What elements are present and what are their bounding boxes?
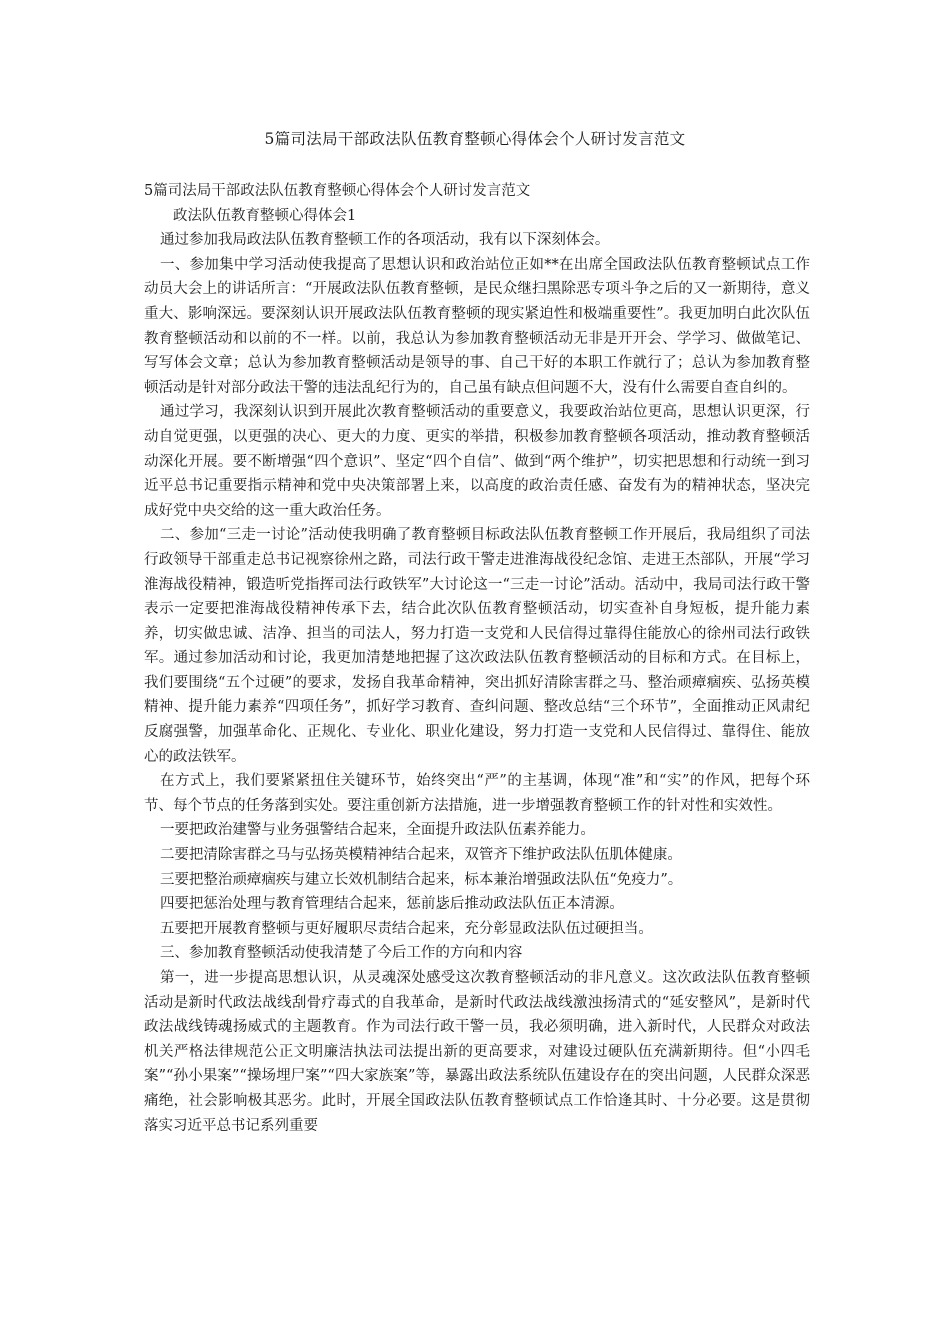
paragraph: 通过学习，我深刻认识到开展此次教育整顿活动的重要意义，我要政治站位更高，思想认识更深，行动自觉更强，以更强的决心、更大的力度、更实的举措，积极参加教育整顿各项活动，推动教育整顿活动深化开展。要不断增强“四个意识”、坚定“四个自信”、做到“两个维护”，切实把思想和行动统一到习近平总书记重要指示精神和党中央决策部署上来，以高度的政治责任感、奋发有为的精神状态，坚决完成好党中央交给的这一重大政治任务。 [144, 404, 810, 519]
body-heading: 5篇司法局干部政法队伍教育整顿心得体会个人研讨发言范文 [144, 183, 531, 199]
list-item: 二要把清除害群之马与弘扬英模精神结合起来，双管齐下维护政法队伍肌体健康。 [159, 847, 682, 864]
paragraph: 通过参加我局政法队伍教育整顿工作的各项活动，我有以下深刻体会。 [159, 232, 610, 249]
paragraph: 二、参加“三走一讨论”活动使我明确了教育整顿目标政法队伍教育整顿工作开展后，我局组织了司法行政领导干部重走总书记视察徐州之路，司法行政干警走进淮海战役纪念馆、走进王杰部队，开展“学习淮海战役精神，锻造听党指挥司法行政铁军”大讨论这一“三走一讨论”活动。活动中，我局司法行政干警表示一定要把淮海战役精神传承下去，结合此次队伍教育整顿活动，切实查补自身短板，提升能力素养，切实做忠诚、洁净、担当的司法人，努力打造一支党和人民信得过靠得住能放心的徐州司法行政铁军。通过参加活动和讨论，我更加清楚地把握了这次政法队伍教育整顿活动的目标和方式。在目标上，我们要围绕“五个过硬”的要求，发扬自我革命精神，突出抓好清除害群之马、整治顽瘴痼疾、弘扬英模精神、提升能力素养“四项任务”，抓好学习教育、查纠问题、整改总结“三个环节”，全面推动正风肃纪反腐强警，加强革命化、正规化、专业化、职业化建设，努力打造一支党和人民信得过、靠得住、能放心的政法铁军。 [144, 527, 810, 765]
list-item: 一要把政治建警与业务强警结合起来，全面提升政法队伍素养能力。 [159, 822, 595, 839]
body-subheading: 政法队伍教育整顿心得体会1 [173, 207, 357, 224]
paragraph: 在方式上，我们要紧紧扭住关键环节，始终突出“严”的主基调，体现“准”和“实”的作风，把每个环节、每个节点的任务落到实处。要注重创新方法措施，进一步增强教育整顿工作的针对性和实效性。 [144, 773, 810, 814]
document-body [144, 179, 810, 1138]
paragraph: 第一，进一步提高思想认识，从灵魂深处感受这次教育整顿活动的非凡意义。这次政法队伍教育整顿活动是新时代政法战线刮骨疗毒式的自我革命，是新时代政法战线激浊扬清式的“延安整风”，是新时代政法战线铸魂扬威式的主题教育。作为司法行政干警一员，我必须明确，进入新时代，人民群众对政法机关严格法律规范公正文明廉洁执法司法提出新的更高要求，对建设过硬队伍充满新期待。但“小四毛案”“孙小果案”“操场埋尸案”“四大家族案”等，暴露出政法系统队伍建设存在的突出问题，人民群众深恶痛绝，社会影响极其恶劣。此时，开展全国政法队伍教育整顿试点工作恰逢其时、十分必要。这是贯彻落实习近平总书记系列重要 [144, 970, 810, 1134]
paragraph: 一、参加集中学习活动使我提高了思想认识和政治站位正如**在出席全国政法队伍教育整顿试点工作动员大会上的讲话所言：“开展政法队伍教育整顿，是民众继扫黑除恶专项斗争之后的又一新期待，意义重大、影响深远。要深刻认识开展政法队伍教育整顿的现实紧迫性和极端重要性”。我更加明白此次队伍教育整顿活动和以前的不一样。以前，我总认为参加教育整顿活动无非是开开会、学学习、做做笔记、写写体会文章；总认为参加教育整顿活动是领导的事、自己干好的本职工作就行了；总认为参加教育整顿活动是针对部分政法干警的违法乱纪行为的，自己虽有缺点但问题不大，没有什么需要自查自纠的。 [144, 256, 810, 396]
list-item: 三要把整治顽瘴痼疾与建立长效机制结合起来，标本兼治增强政法队伍“免疫力”。 [159, 871, 683, 888]
list-item: 五要把开展教育整顿与更好履职尽责结合起来，充分彰显政法队伍过硬担当。 [159, 920, 653, 937]
document-title: 5篇司法局干部政法队伍教育整顿心得体会个人研讨发言范文 [264, 130, 686, 148]
section-heading: 三、参加教育整顿活动使我清楚了今后工作的方向和内容 [159, 945, 523, 962]
list-item: 四要把惩治处理与教育管理结合起来，惩前毖后推动政法队伍正本清源。 [159, 896, 624, 913]
